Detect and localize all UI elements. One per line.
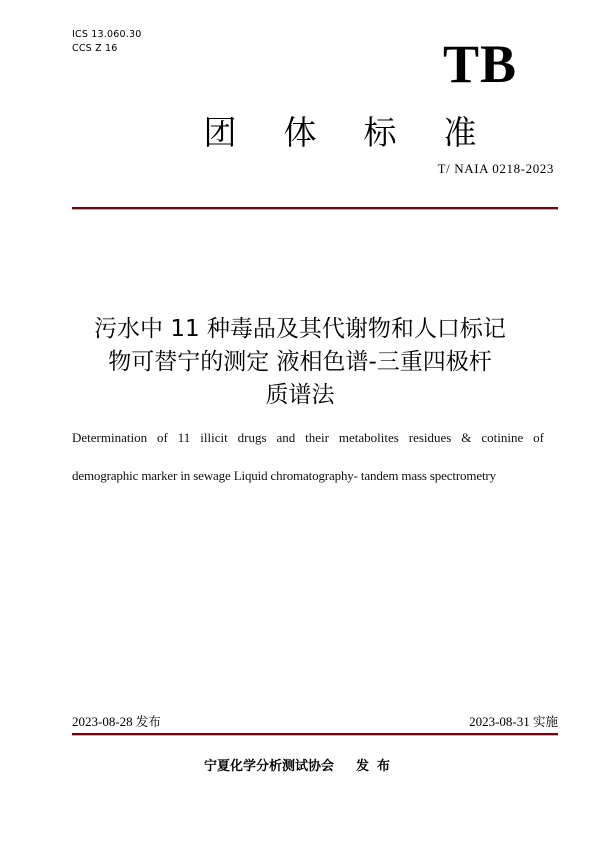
title-chinese <box>60 313 540 412</box>
title-cn-line-3: 质谱法 <box>265 382 335 408</box>
title-english <box>72 430 544 484</box>
title-en-line-1: Determination of 11 illicit drugs and their metabolites residues & cotinine of <box>72 430 544 445</box>
title-en-line-2: demographic marker in sewage Liquid chromatography- tandem mass spectrometry <box>72 468 496 483</box>
title-cn-line-2: 物可替宁的测定 液相色谱-三重四极杆 <box>108 349 492 375</box>
publisher <box>204 758 398 776</box>
publisher-action: 发布 <box>356 759 399 774</box>
implementation-label: 实施 <box>532 714 558 729</box>
ics-code: ICS 13.060.30 <box>72 29 142 40</box>
standard-type-char: 标 <box>363 113 397 152</box>
ccs-code: CCS Z 16 <box>72 43 118 54</box>
implementation-date-value: 2023-08-31 <box>469 714 530 729</box>
top-divider <box>72 207 558 209</box>
title-cn-line-1: 污水中 11 种毒品及其代谢物和人口标记 <box>94 316 506 342</box>
bottom-divider <box>72 733 558 735</box>
standard-type-char: 体 <box>283 113 317 152</box>
classification-codes <box>72 28 141 56</box>
standard-type-heading <box>200 108 480 158</box>
implementation-date <box>469 714 558 730</box>
standard-type-char: 团 <box>203 113 237 152</box>
issue-date <box>72 714 161 730</box>
issue-date-value: 2023-08-28 <box>72 714 133 729</box>
issue-label: 发布 <box>135 714 161 729</box>
tb-logo: TB <box>443 34 518 94</box>
standard-number: T/ NAIA 0218-2023 <box>437 161 554 176</box>
publisher-name: 宁夏化学分析测试协会 <box>204 759 335 774</box>
standard-type-char: 准 <box>443 113 477 152</box>
